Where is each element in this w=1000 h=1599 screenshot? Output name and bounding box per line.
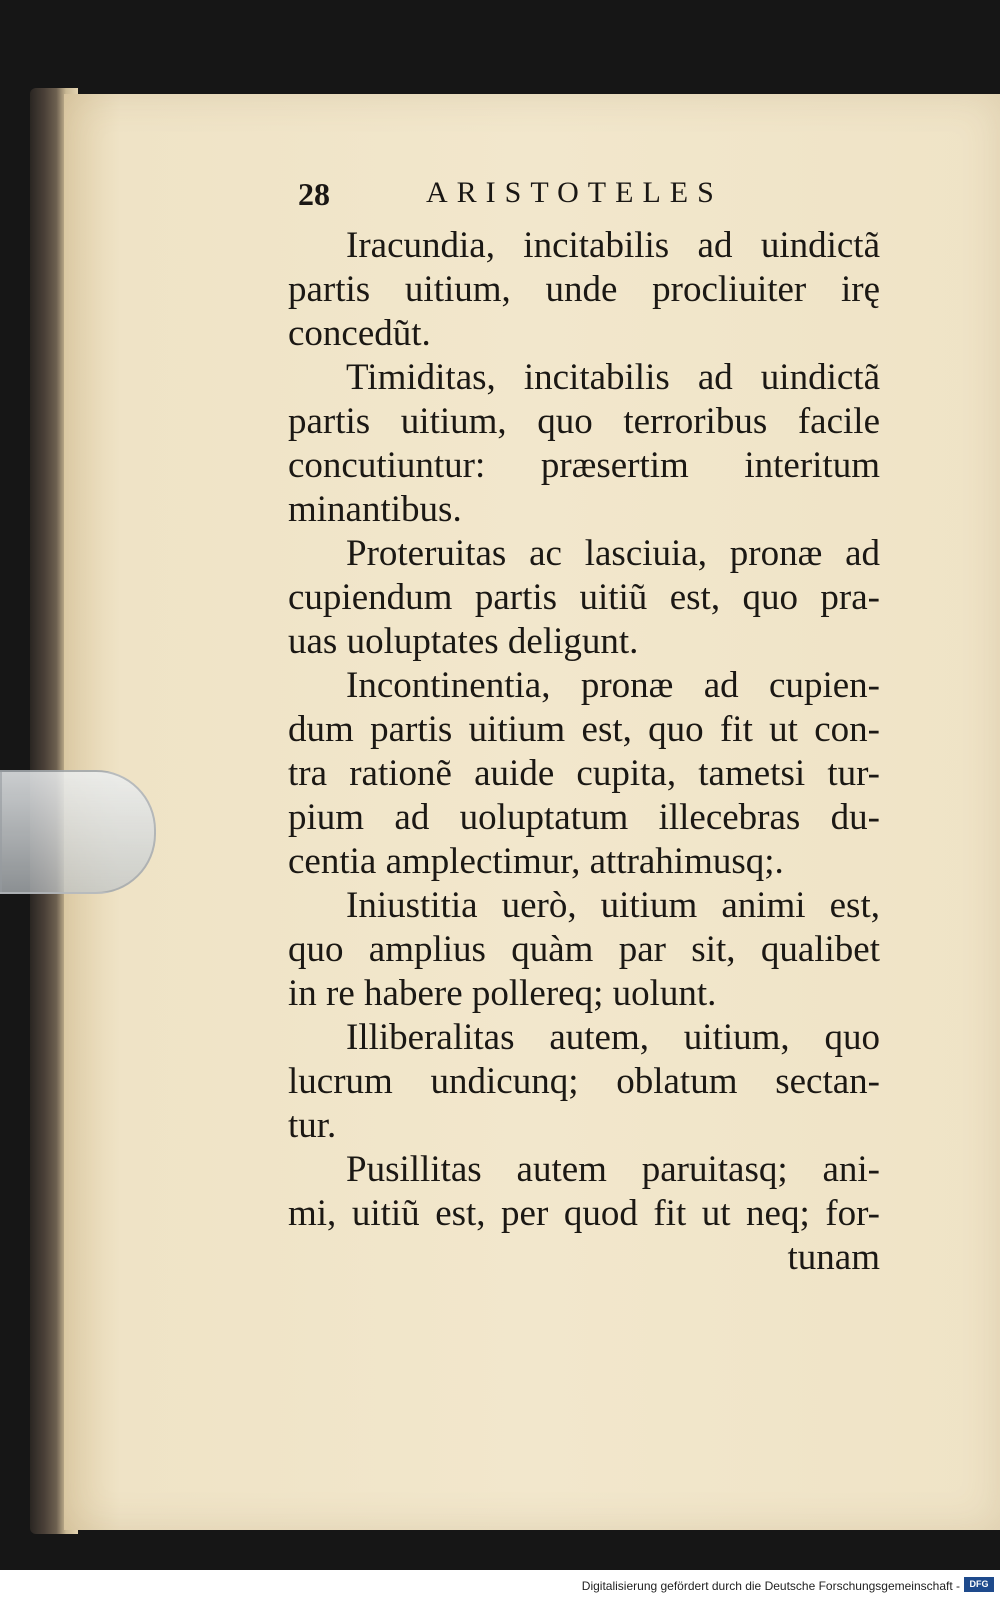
page-clip [0, 770, 156, 894]
text-line: partis uitium, unde procliuiter irę [288, 269, 880, 310]
dfg-logo-icon: DFG [964, 1577, 994, 1592]
text-line: Timiditas, incitabilis ad uindictã [346, 357, 880, 398]
running-title: ARISTOTELES [426, 176, 723, 209]
text-line: partis uitium, quo terroribus facile [288, 401, 880, 442]
text-line: cupiendum partis uitiũ est, quo pra- [288, 577, 880, 618]
text-line: Iniustitia uerò, uitium animi est, [346, 885, 880, 926]
text-line: quo amplius quàm par sit, qualibet [288, 929, 880, 970]
body-text [288, 224, 880, 1280]
text-line: uas uoluptates deligunt. [288, 621, 639, 662]
digitization-footer [0, 1570, 1000, 1599]
text-line: lucrum undicunq; oblatum sectan- [288, 1061, 880, 1102]
text-line: Proteruitas ac lasciuia, pronæ ad [346, 533, 880, 574]
text-line: concedũt. [288, 313, 431, 354]
text-line: dum partis uitium est, quo fit ut con- [288, 709, 880, 750]
page-number: 28 [298, 176, 330, 212]
text-line: Incontinentia, pronæ ad cupien- [346, 665, 880, 706]
text-line: pium ad uoluptatum illecebras du- [288, 797, 880, 838]
text-line: tur. [288, 1105, 337, 1146]
text-line: in re habere pollereq; uolunt. [288, 973, 717, 1014]
text-line: Illiberalitas autem, uitium, quo [346, 1017, 880, 1058]
catchword: tunam [787, 1237, 880, 1278]
text-line: mi, uitiũ est, per quod fit ut neq; for- [288, 1193, 880, 1234]
text-line: minantibus. [288, 489, 462, 530]
text-line: centia amplectimur, attrahimusq;. [288, 841, 784, 882]
page-header [298, 172, 858, 222]
text-line: tra rationẽ auide cupita, tametsi tur- [288, 753, 880, 794]
funding-credit: Digitalisierung gefördert durch die Deutsche Forschungsgemeinschaft - [581, 1579, 960, 1593]
text-line: Pusillitas autem paruitasq; ani- [346, 1149, 880, 1190]
text-line: concutiuntur: præsertim interitum [288, 445, 880, 486]
text-line: Iracundia, incitabilis ad uindictã [346, 225, 880, 266]
